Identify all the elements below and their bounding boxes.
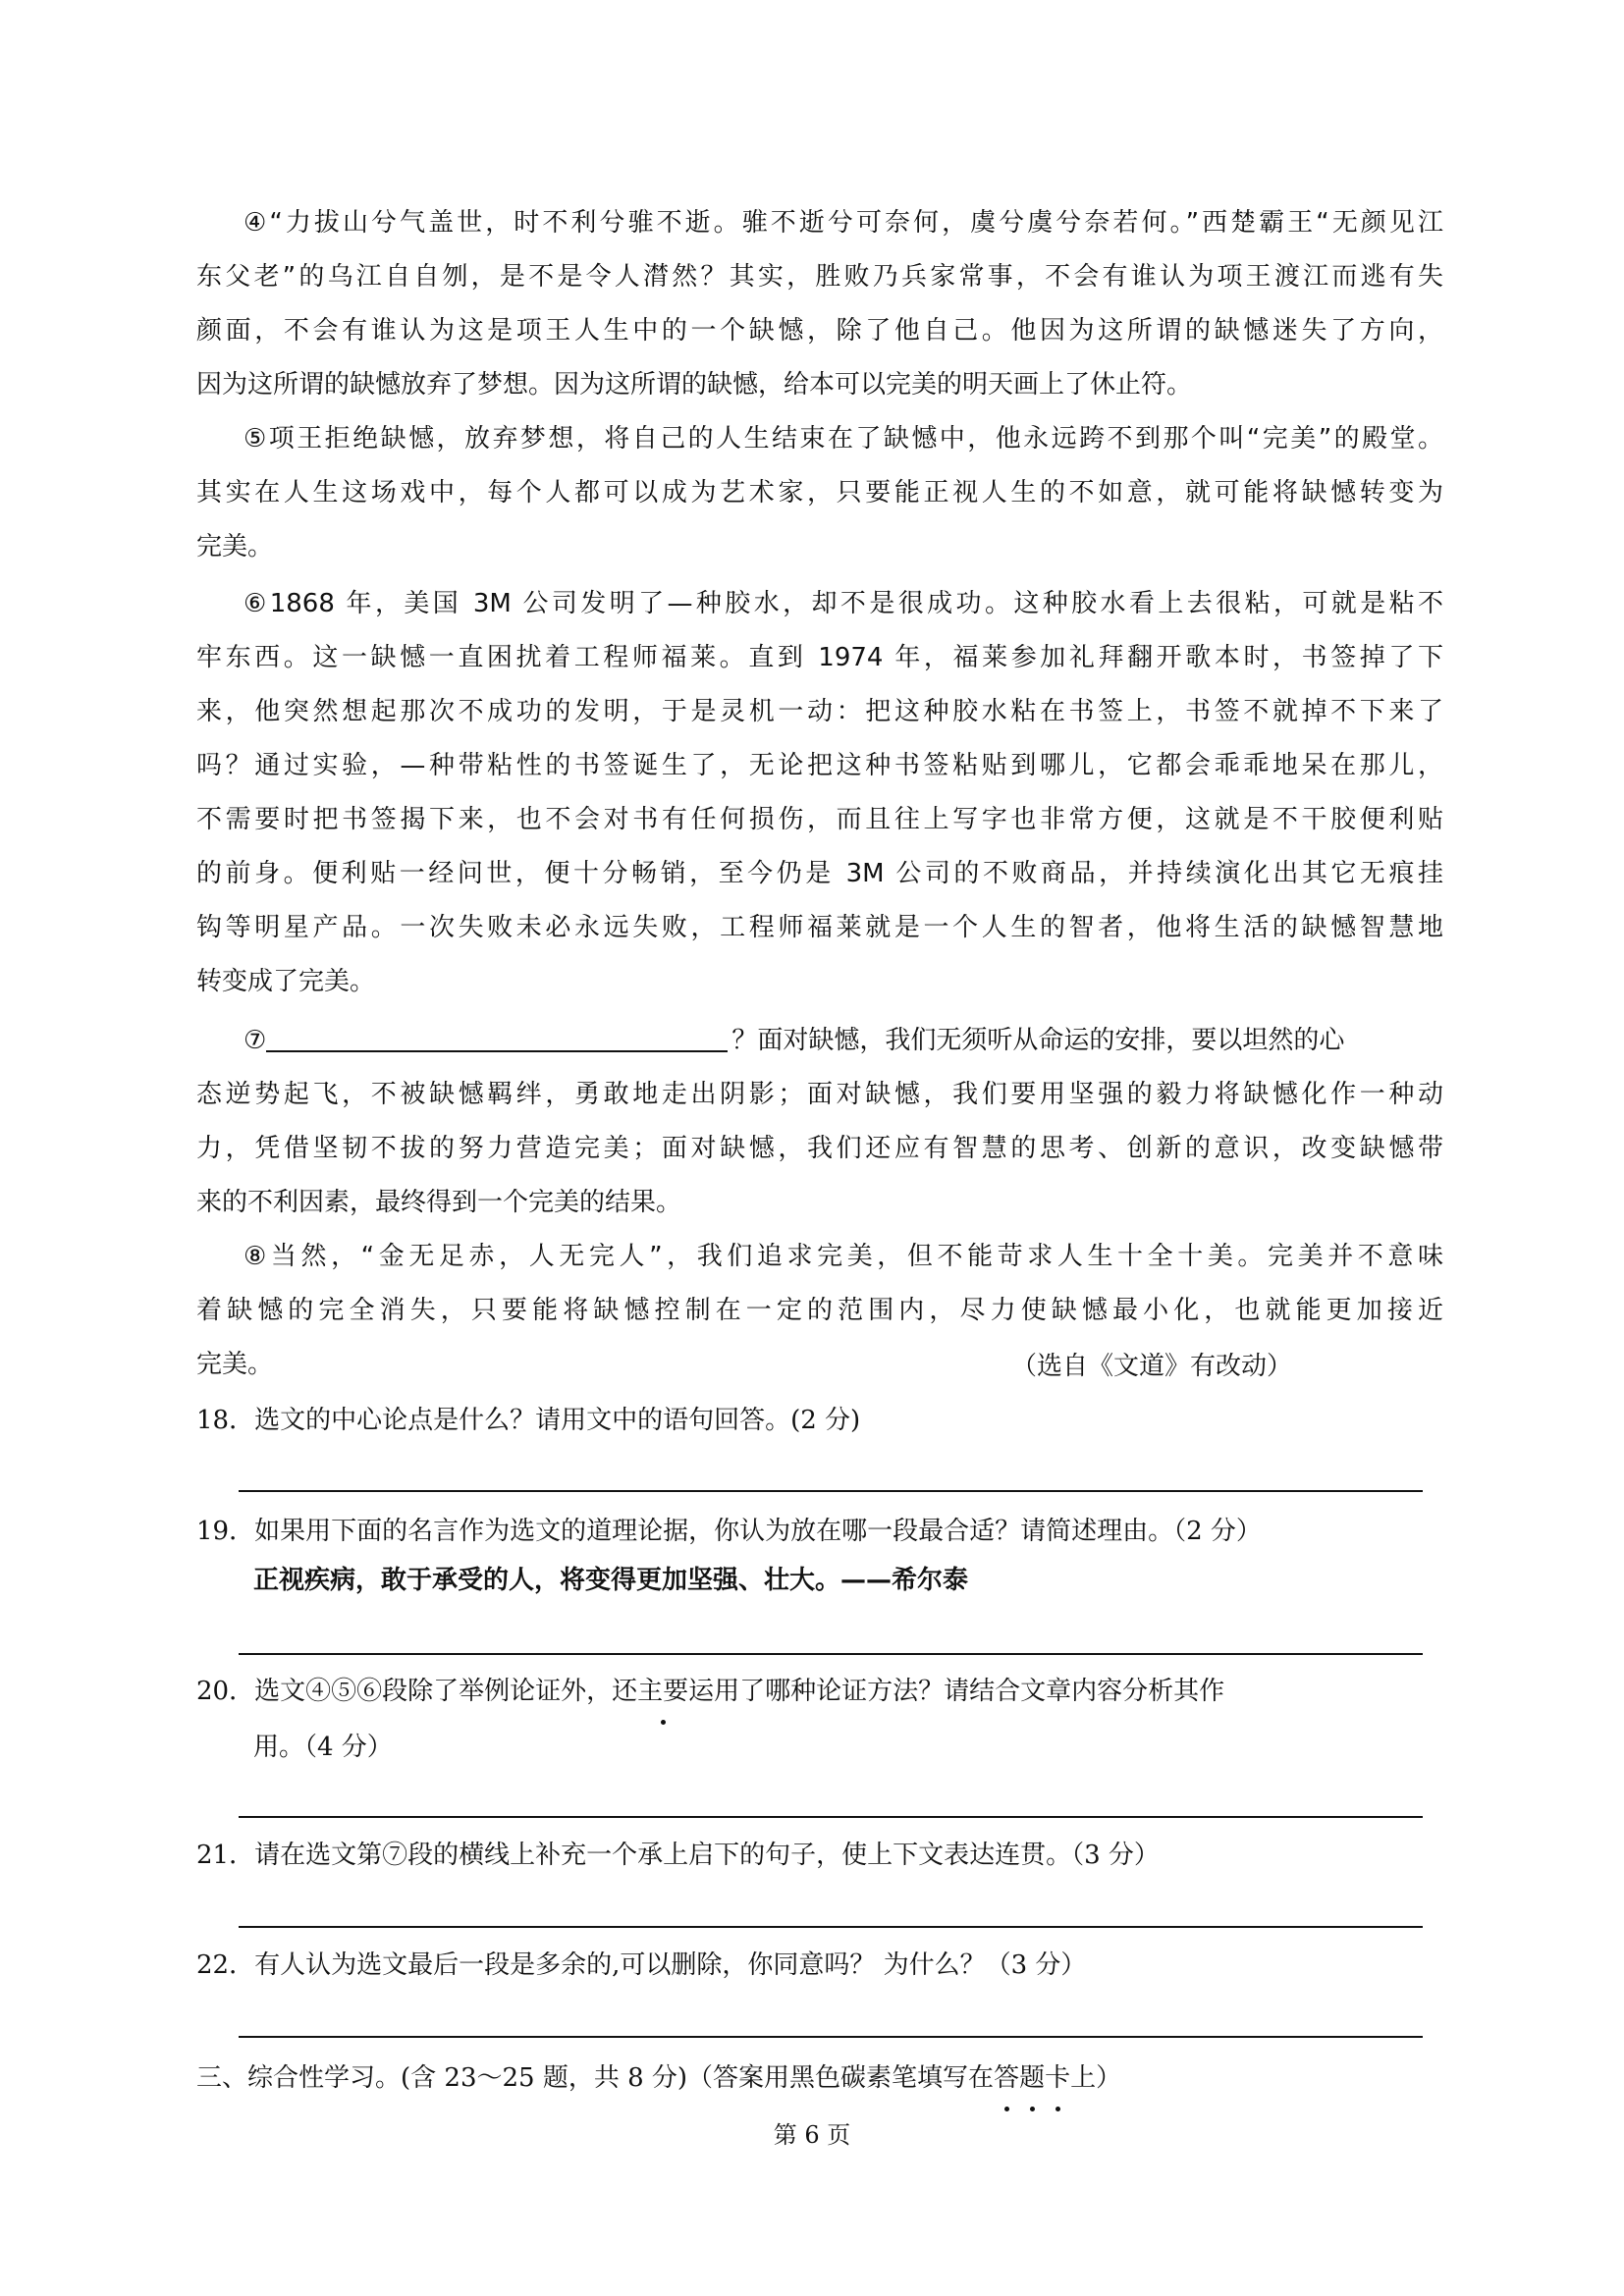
text-line: 态逆势起飞，不被缺憾羁绊，勇敢地走出阴影；面对缺憾，我们要用坚强的毅力将缺憾化作一种动	[196, 1080, 1443, 1109]
text-line	[196, 1014, 1443, 1068]
text-line: ⑥1868 年，美国 3M 公司发明了—种胶水，却不是很成功。这种胶水看上去很粘，可就是粘不	[244, 589, 1443, 618]
paragraph-5	[196, 412, 1443, 574]
question-21: 21．请在选文第⑦段的横线上补充一个承上启下的句子，使上下文表达连贯。（3 分）	[196, 1841, 1160, 1870]
emphasis-char: 题	[1019, 2052, 1045, 2106]
fill-in-blank[interactable]	[266, 1021, 728, 1052]
emphasis-text	[637, 1665, 688, 1719]
answer-line-22[interactable]	[239, 2036, 1423, 2038]
text-line: ⑧当然，“金无足赤，人无完人”，我们追求完美，但不能苛求人生十全十美。完美并不意味	[244, 1242, 1443, 1271]
question-20-line2: 用。（4 分）	[253, 1733, 393, 1762]
paragraph-7	[196, 1014, 1443, 1230]
paragraph-7-first-line: ？面对缺憾，我们无须听从命运的安排，要以坦然的心	[731, 1026, 1345, 1055]
answer-line-20[interactable]	[239, 1816, 1423, 1818]
text-line: 钩等明星产品。一次失败未必永远失败，工程师福莱就是一个人生的智者，他将生活的缺憾智慧地	[196, 913, 1443, 942]
text-line: ④“力拔山兮气盖世，时不利兮骓不逝。骓不逝兮可奈何，虞兮虞兮奈若何。”西楚霸王“无颜见江	[244, 208, 1443, 238]
answer-line-21[interactable]	[239, 1926, 1423, 1928]
emphasis-char: 答	[994, 2052, 1019, 2106]
quote: 正视疾病，敢于承受的人，将变得更加坚强、壮大。——希尔泰	[253, 1566, 969, 1595]
source-attribution: （选自《文道》有改动）	[1011, 1352, 1293, 1381]
text-line: 其实在人生这场戏中，每个人都可以成为艺术家，只要能正视人生的不如意，就可能将缺憾转变为	[196, 478, 1443, 507]
paragraph-6	[196, 577, 1443, 1009]
text-line: 的前身。便利贴一经问世，便十分畅销，至今仍是 3M 公司的不败商品，并持续演化出其它无痕挂	[196, 859, 1443, 888]
text-line: 吗？通过实验，—种带粘性的书签诞生了，无论把这种书签粘贴到哪儿，它都会乖乖地呆在那儿，	[196, 751, 1443, 780]
text-line: 颜面，不会有谁认为这是项王人生中的一个缺憾，除了他自己。他因为这所谓的缺憾迷失了方向，	[196, 316, 1443, 346]
question-18: 18．选文的中心论点是什么？请用文中的语句回答。(2 分)	[196, 1406, 861, 1435]
text-line: 力，凭借坚韧不拔的努力营造完美；面对缺憾，我们还应有智慧的思考、创新的意识，改变缺憾带	[196, 1134, 1443, 1163]
section-3-text-post: 上）	[1070, 2063, 1122, 2093]
text-line: 不需要时把书签揭下来，也不会对书有任何损伤，而且往上写字也非常方便，这就是不干胶便利贴	[196, 805, 1443, 834]
question-20-text-pre: 20．选文④⑤⑥段除了举例论证外，还	[196, 1677, 638, 1706]
page-number: 第 6 页	[773, 2121, 851, 2149]
question-19: 19．如果用下面的名言作为选文的道理论据，你认为放在哪一段最合适？请简述理由。（2 分）	[196, 1517, 1262, 1546]
text-line: 来，他突然想起那次不成功的发明，于是灵机一动：把这种胶水粘在书签上，书签不就掉不下来了	[196, 697, 1443, 726]
text-line: 东父老”的乌江自自刎，是不是令人潸然？其实，胜败乃兵家常事，不会有谁认为项王渡江而逃有失	[196, 262, 1443, 292]
text-line: 牢东西。这一缺憾一直困扰着工程师福莱。直到 1974 年，福莱参加礼拜翻开歌本时，书签掉了下	[196, 643, 1443, 672]
question-20	[196, 1665, 1453, 1719]
answer-line-19[interactable]	[239, 1653, 1423, 1655]
section-3-text-pre: 三、综合性学习。(含 23～25 题，共 8 分)（答案用黑色碳素笔填写在	[196, 2063, 995, 2093]
question-20-text-post: 运用了哪种论证方法？请结合文章内容分析其作	[688, 1677, 1225, 1706]
text-line: 着缺憾的完全消失，只要能将缺憾控制在一定的范围内，尽力使缺憾最小化，也就能更加接近	[196, 1296, 1443, 1325]
paragraph-4	[196, 196, 1443, 412]
text-line: 完美。	[196, 532, 274, 561]
text-line: 来的不利因素，最终得到一个完美的结果。	[196, 1188, 682, 1217]
text-line: 转变成了完美。	[196, 967, 376, 996]
emphasis-text	[994, 2063, 1070, 2093]
text-line: 因为这所谓的缺憾放弃了梦想。因为这所谓的缺憾，给本可以完美的明天画上了休止符。	[196, 370, 1193, 400]
emphasis-label: 主要	[637, 1677, 689, 1706]
text-line: ⑤项王拒绝缺憾，放弃梦想，将自己的人生结束在了缺憾中，他永远跨不到那个叫“完美”的殿堂。	[244, 424, 1443, 454]
question-22: 22．有人认为选文最后一段是多余的,可以删除，你同意吗？ 为什么？（3 分）	[196, 1950, 1087, 1980]
section-3-heading	[196, 2052, 1453, 2106]
paragraph-7-number: ⑦	[244, 1026, 267, 1055]
answer-line-18[interactable]	[239, 1490, 1423, 1492]
text-line: 完美。	[196, 1350, 274, 1379]
emphasis-char: 卡	[1045, 2052, 1070, 2106]
